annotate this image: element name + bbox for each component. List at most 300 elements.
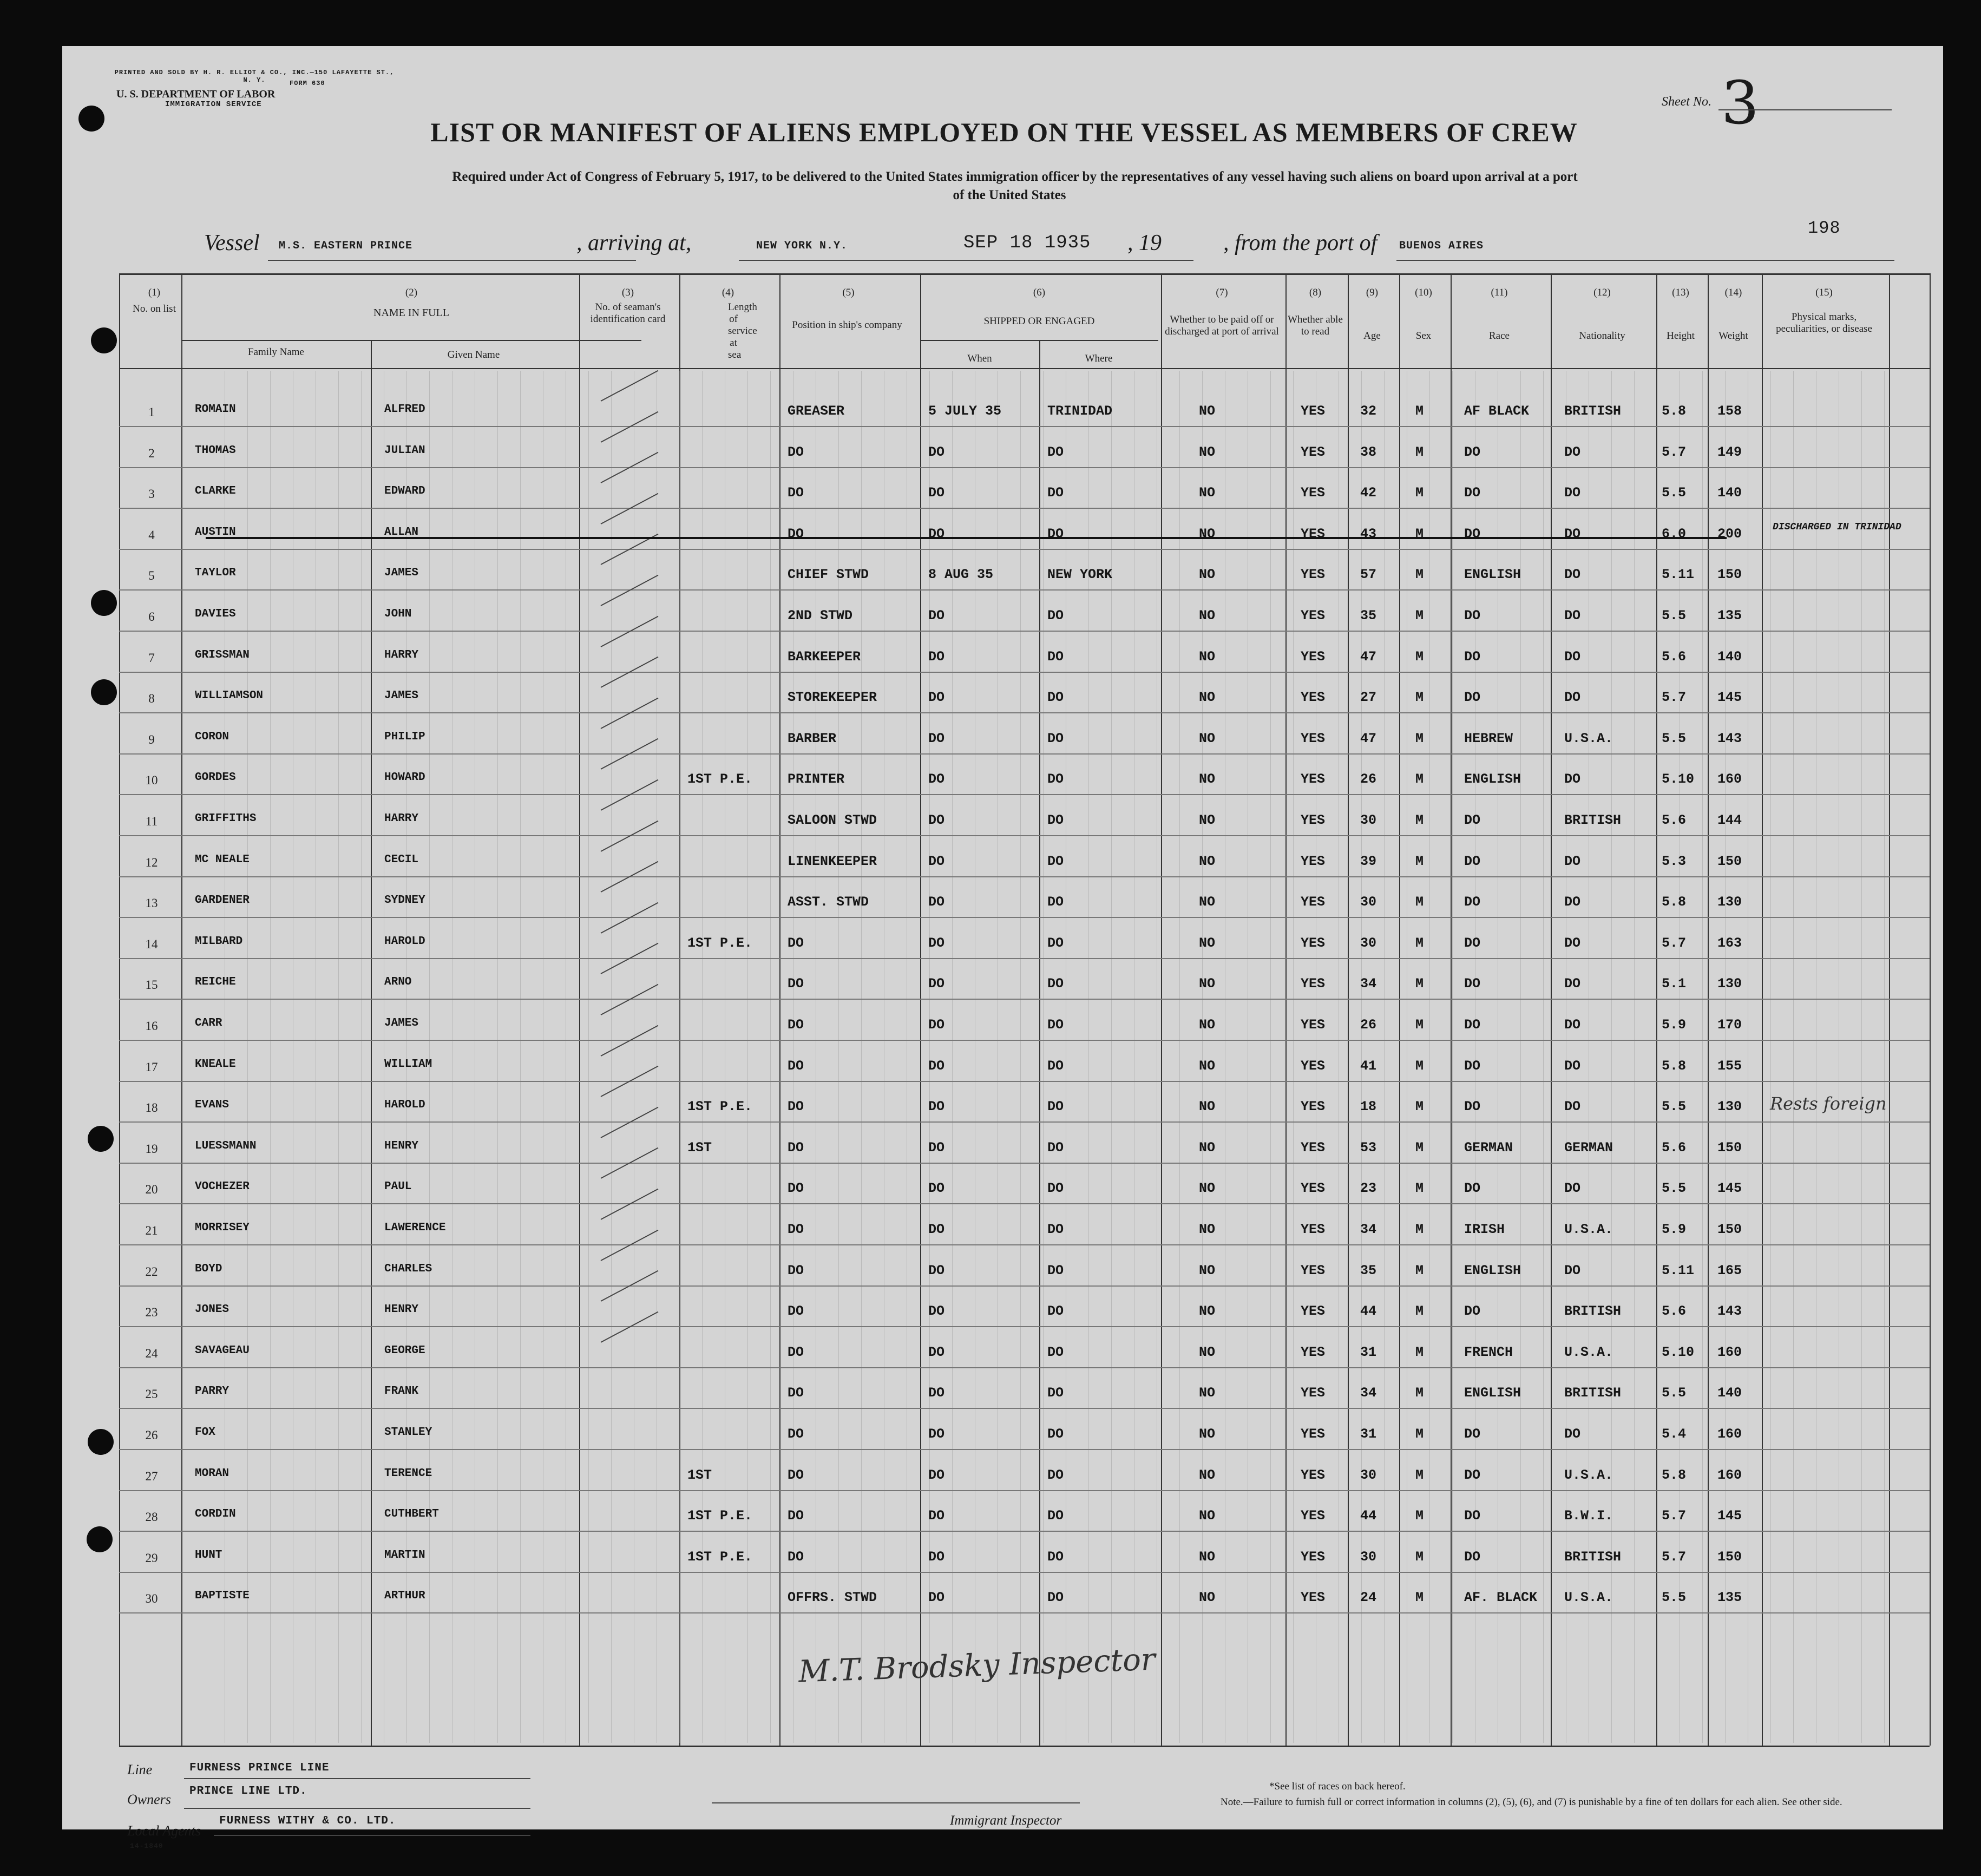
given-name: EDWARD <box>384 485 425 497</box>
shipped-when: DO <box>928 1099 945 1114</box>
weight: 140 <box>1717 1385 1742 1401</box>
given-name: HARRY <box>384 649 419 661</box>
row-divider <box>119 753 1930 755</box>
manifest-sheet <box>62 46 1943 1850</box>
row-divider <box>119 1163 1930 1164</box>
height: 5.4 <box>1662 1426 1687 1442</box>
weight: 140 <box>1717 485 1742 501</box>
height: 5.5 <box>1662 1590 1687 1605</box>
service-length: 1ST P.E. <box>687 1549 753 1565</box>
nationality: DO <box>1564 1017 1581 1033</box>
race: HEBREW <box>1464 731 1513 746</box>
row-divider <box>119 999 1930 1000</box>
row-number: 1 <box>148 405 155 419</box>
able-to-read: YES <box>1301 1426 1326 1442</box>
nationality: DO <box>1564 1180 1581 1196</box>
given-name: CECIL <box>384 854 419 866</box>
shipped-where: DO <box>1047 526 1064 542</box>
punch-hole <box>88 1126 114 1152</box>
shipped-where: DO <box>1047 1303 1064 1319</box>
age: 31 <box>1360 1426 1377 1442</box>
weight: 143 <box>1717 731 1742 746</box>
shipped-when: DO <box>928 731 945 746</box>
paid-off: NO <box>1199 690 1216 705</box>
paid-off: NO <box>1199 1303 1216 1319</box>
row-divider <box>119 1490 1930 1491</box>
given-name: ALLAN <box>384 526 419 539</box>
sex: M <box>1415 1303 1424 1319</box>
weight: 165 <box>1717 1263 1742 1278</box>
family-name: SAVAGEAU <box>195 1344 250 1357</box>
race: ENGLISH <box>1464 1385 1521 1401</box>
weight: 155 <box>1717 1058 1742 1074</box>
paid-off: NO <box>1199 1426 1216 1442</box>
penalty-note: Note.—Failure to furnish full or correct information in columns (2), (5), (6), and (7) is punishable by a fine of ten dollars for each alien. See other side. <box>1221 1796 1842 1808</box>
weight: 150 <box>1717 567 1742 582</box>
check-mark <box>601 370 659 402</box>
family-name: CORON <box>195 731 229 743</box>
shipped-where: DO <box>1047 1058 1064 1074</box>
position: BARKEEPER <box>788 649 861 665</box>
shipped-when: DO <box>928 1467 945 1483</box>
race: DO <box>1464 1508 1481 1524</box>
weight: 140 <box>1717 649 1742 665</box>
nationality: DO <box>1564 526 1581 542</box>
shipped-when: DO <box>928 526 945 542</box>
col-14-header: Weight <box>1718 330 1748 342</box>
paid-off: NO <box>1199 1058 1216 1074</box>
height: 5.8 <box>1662 894 1687 910</box>
position: DO <box>788 1099 804 1114</box>
given-name: ARNO <box>384 976 412 988</box>
weight: 144 <box>1717 812 1742 828</box>
form-code: 14-1840 <box>130 1842 163 1850</box>
height: 5.5 <box>1662 1099 1687 1114</box>
given-name: HAROLD <box>384 1099 425 1111</box>
shipped-when: DO <box>928 1017 945 1033</box>
sex: M <box>1415 649 1424 665</box>
family-name: JONES <box>195 1303 229 1316</box>
nationality: DO <box>1564 894 1581 910</box>
line-value: FURNESS PRINCE LINE <box>189 1762 330 1774</box>
paid-off: NO <box>1199 1222 1216 1237</box>
sex: M <box>1415 1263 1424 1278</box>
row-divider <box>119 917 1930 918</box>
given-name: PAUL <box>384 1180 412 1193</box>
weight: 145 <box>1717 1180 1742 1196</box>
sex: M <box>1415 485 1424 501</box>
col-2-header: NAME IN FULL <box>373 307 449 319</box>
row-number: 14 <box>145 937 158 951</box>
year-label: , 19 <box>1127 231 1162 255</box>
shipped-where: DO <box>1047 894 1064 910</box>
race: ENGLISH <box>1464 1263 1521 1278</box>
able-to-read: YES <box>1301 485 1326 501</box>
nationality: BRITISH <box>1564 812 1622 828</box>
weight: 150 <box>1717 854 1742 869</box>
nationality: BRITISH <box>1564 403 1622 419</box>
race: DO <box>1464 812 1481 828</box>
row-divider <box>119 1531 1930 1532</box>
position: DO <box>788 1467 804 1483</box>
family-name: EVANS <box>195 1099 229 1111</box>
department-label: U. S. DEPARTMENT OF LABOR <box>116 88 275 100</box>
family-name: GORDES <box>195 771 236 784</box>
service-length: 1ST P.E. <box>687 935 753 951</box>
row-divider <box>119 1081 1930 1082</box>
owners-label: Owners <box>127 1792 171 1807</box>
able-to-read: YES <box>1301 608 1326 624</box>
family-name: TAYLOR <box>195 567 236 579</box>
sex: M <box>1415 812 1424 828</box>
nationality: DO <box>1564 854 1581 869</box>
row-number: 18 <box>145 1101 158 1114</box>
given-name: ALFRED <box>384 403 425 416</box>
family-name: MILBARD <box>195 935 243 948</box>
col-2-number: (2) <box>405 287 418 298</box>
shipped-where: DO <box>1047 731 1064 746</box>
punch-hole <box>91 327 117 353</box>
shipped-when: DO <box>928 1508 945 1524</box>
row-divider <box>119 1572 1930 1573</box>
age: 41 <box>1360 1058 1377 1074</box>
age: 24 <box>1360 1590 1377 1605</box>
able-to-read: YES <box>1301 690 1326 705</box>
shipped-when: DO <box>928 1385 945 1401</box>
position: DO <box>788 1426 804 1442</box>
shipped-where: DO <box>1047 771 1064 787</box>
age: 32 <box>1360 403 1377 419</box>
shipped-where: TRINIDAD <box>1047 403 1113 419</box>
shipped-when: DO <box>928 854 945 869</box>
from-port-label: , from the port of <box>1223 231 1377 255</box>
paid-off: NO <box>1199 1099 1216 1114</box>
family-name: ROMAIN <box>195 403 236 416</box>
shipped-when: DO <box>928 894 945 910</box>
position: DO <box>788 1017 804 1033</box>
age: 44 <box>1360 1508 1377 1524</box>
position: DO <box>788 1140 804 1156</box>
shipped-where: DO <box>1047 1549 1064 1565</box>
position: DO <box>788 485 804 501</box>
weight: 143 <box>1717 1303 1742 1319</box>
age: 30 <box>1360 812 1377 828</box>
row-number: 26 <box>145 1428 158 1442</box>
nationality: DO <box>1564 1099 1581 1114</box>
sex: M <box>1415 854 1424 869</box>
able-to-read: YES <box>1301 894 1326 910</box>
shipped-when: DO <box>928 1263 945 1278</box>
row-number: 11 <box>145 815 158 828</box>
given-name: HOWARD <box>384 771 425 784</box>
height: 5.9 <box>1662 1017 1687 1033</box>
col-4-number: (4) <box>721 287 734 298</box>
shipped-when: DO <box>928 1426 945 1442</box>
able-to-read: YES <box>1301 1017 1326 1033</box>
sex: M <box>1415 1099 1424 1114</box>
family-name: FOX <box>195 1426 215 1439</box>
age: 53 <box>1360 1140 1377 1156</box>
nationality: DO <box>1564 485 1581 501</box>
position: STOREKEEPER <box>788 690 877 705</box>
row-divider <box>119 712 1930 713</box>
sex: M <box>1415 771 1424 787</box>
family-name: GARDENER <box>195 894 250 907</box>
race: GERMAN <box>1464 1140 1513 1156</box>
height: 5.6 <box>1662 1140 1687 1156</box>
row-divider <box>119 1244 1930 1245</box>
col-10-number: (10) <box>1415 287 1432 298</box>
age: 57 <box>1360 567 1377 582</box>
paid-off: NO <box>1199 567 1216 582</box>
able-to-read: YES <box>1301 1180 1326 1196</box>
shipped-where: DO <box>1047 1263 1064 1278</box>
race: DO <box>1464 976 1481 992</box>
row-number: 2 <box>148 447 155 460</box>
sex: M <box>1415 1549 1424 1565</box>
row-number: 13 <box>145 896 158 910</box>
row-divider <box>119 1040 1930 1041</box>
age: 47 <box>1360 649 1377 665</box>
given-name: LAWERENCE <box>384 1222 446 1234</box>
row-divider <box>119 1612 1930 1613</box>
row-divider <box>119 958 1930 959</box>
row-number: 27 <box>145 1470 158 1483</box>
shipped-where: DO <box>1047 854 1064 869</box>
weight: 145 <box>1717 690 1742 705</box>
height: 5.5 <box>1662 608 1687 624</box>
weight: 160 <box>1717 1467 1742 1483</box>
age: 26 <box>1360 771 1377 787</box>
col-9-header: Age <box>1363 330 1381 342</box>
sex: M <box>1415 526 1424 542</box>
paid-off: NO <box>1199 1590 1216 1605</box>
height: 5.1 <box>1662 976 1687 992</box>
shipped-where: DO <box>1047 485 1064 501</box>
weight: 149 <box>1717 444 1742 460</box>
able-to-read: YES <box>1301 854 1326 869</box>
age: 39 <box>1360 854 1377 869</box>
able-to-read: YES <box>1301 1467 1326 1483</box>
position: DO <box>788 1303 804 1319</box>
age: 26 <box>1360 1017 1377 1033</box>
shipped-when: DO <box>928 1303 945 1319</box>
paid-off: NO <box>1199 526 1216 542</box>
row-number: 8 <box>148 692 155 705</box>
row-divider <box>119 589 1930 591</box>
weight: 163 <box>1717 935 1742 951</box>
family-name: VOCHEZER <box>195 1180 250 1193</box>
paid-off: NO <box>1199 608 1216 624</box>
able-to-read: YES <box>1301 1263 1326 1278</box>
race: DO <box>1464 649 1481 665</box>
able-to-read: YES <box>1301 1222 1326 1237</box>
nationality: DO <box>1564 608 1581 624</box>
race: DO <box>1464 526 1481 542</box>
weight: 130 <box>1717 976 1742 992</box>
row-number: 9 <box>148 733 155 746</box>
weight: 170 <box>1717 1017 1742 1033</box>
row-divider <box>119 1367 1930 1368</box>
col-6-header: SHIPPED OR ENGAGED <box>983 316 1095 327</box>
col-9-number: (9) <box>1366 287 1379 298</box>
height: 5.6 <box>1662 1303 1687 1319</box>
height: 5.7 <box>1662 1549 1687 1565</box>
nationality: BRITISH <box>1564 1303 1622 1319</box>
shipped-when: DO <box>928 1549 945 1565</box>
shipped-when: DO <box>928 1140 945 1156</box>
height: 5.5 <box>1662 485 1687 501</box>
nationality: DO <box>1564 1426 1581 1442</box>
position: DO <box>788 526 804 542</box>
sex: M <box>1415 444 1424 460</box>
page-number: 198 <box>1808 218 1841 238</box>
able-to-read: YES <box>1301 649 1326 665</box>
shipped-when: DO <box>928 1590 945 1605</box>
weight: 150 <box>1717 1140 1742 1156</box>
row-number: 12 <box>145 856 158 869</box>
shipped-where: DO <box>1047 690 1064 705</box>
age: 34 <box>1360 1385 1377 1401</box>
family-name: THOMAS <box>195 444 236 457</box>
sex: M <box>1415 1508 1424 1524</box>
nationality: DO <box>1564 1263 1581 1278</box>
able-to-read: YES <box>1301 567 1326 582</box>
position: LINENKEEPER <box>788 854 877 869</box>
family-name: WILLIAMSON <box>195 690 264 702</box>
nationality: DO <box>1564 1058 1581 1074</box>
shipped-where: DO <box>1047 1180 1064 1196</box>
nationality: BRITISH <box>1564 1549 1622 1565</box>
nationality: DO <box>1564 935 1581 951</box>
weight: 145 <box>1717 1508 1742 1524</box>
position: CHIEF STWD <box>788 567 869 582</box>
shipped-when: DO <box>928 1344 945 1360</box>
position: DO <box>788 1508 804 1524</box>
family-name: CORDIN <box>195 1508 236 1520</box>
race: DO <box>1464 894 1481 910</box>
weight: 135 <box>1717 608 1742 624</box>
row-divider <box>119 794 1930 795</box>
family-name: CLARKE <box>195 485 236 497</box>
able-to-read: YES <box>1301 526 1326 542</box>
given-name: CHARLES <box>384 1263 432 1275</box>
race: DO <box>1464 854 1481 869</box>
sex: M <box>1415 935 1424 951</box>
shipped-where: DO <box>1047 976 1064 992</box>
race: ENGLISH <box>1464 567 1521 582</box>
col-1-header: No. on list <box>133 303 176 314</box>
arriving-label: , arriving at, <box>576 231 692 255</box>
position: DO <box>788 1344 804 1360</box>
given-name: HENRY <box>384 1303 419 1316</box>
weight: 160 <box>1717 771 1742 787</box>
col-12-number: (12) <box>1593 287 1611 298</box>
position: BARBER <box>788 731 837 746</box>
family-name: REICHE <box>195 976 236 988</box>
age: 31 <box>1360 1344 1377 1360</box>
given-name: JOHN <box>384 608 412 620</box>
sex: M <box>1415 608 1424 624</box>
age: 43 <box>1360 526 1377 542</box>
position: DO <box>788 444 804 460</box>
age: 27 <box>1360 690 1377 705</box>
height: 5.8 <box>1662 1058 1687 1074</box>
paid-off: NO <box>1199 1385 1216 1401</box>
race: FRENCH <box>1464 1344 1513 1360</box>
paid-off: NO <box>1199 1344 1216 1360</box>
family-name: BOYD <box>195 1263 222 1275</box>
position: DO <box>788 1222 804 1237</box>
col-1-number: (1) <box>148 287 161 298</box>
printer-imprint: PRINTED AND SOLD BY H. R. ELLIOT & CO., INC.—150 LAFAYETTE ST., N. Y. <box>114 69 395 84</box>
physical-remarks: Rests foreign <box>1770 1093 1887 1114</box>
sex: M <box>1415 1017 1424 1033</box>
col-2b-header: Given Name <box>447 349 500 360</box>
nationality: U.S.A. <box>1564 1344 1613 1360</box>
paid-off: NO <box>1199 403 1216 419</box>
race: DO <box>1464 608 1481 624</box>
family-name: PARRY <box>195 1385 229 1398</box>
age: 30 <box>1360 894 1377 910</box>
given-name: TERENCE <box>384 1467 432 1480</box>
row-number: 28 <box>145 1510 158 1524</box>
paid-off: NO <box>1199 976 1216 992</box>
paid-off: NO <box>1199 1467 1216 1483</box>
position: DO <box>788 1263 804 1278</box>
shipped-where: DO <box>1047 812 1064 828</box>
age: 23 <box>1360 1180 1377 1196</box>
row-divider <box>119 467 1930 468</box>
given-name: SYDNEY <box>384 894 425 907</box>
family-name: KNEALE <box>195 1058 236 1071</box>
sex: M <box>1415 976 1424 992</box>
row-divider <box>119 1285 1930 1287</box>
weight: 158 <box>1717 403 1742 419</box>
height: 5.7 <box>1662 935 1687 951</box>
punch-hole <box>91 679 117 705</box>
race: DO <box>1464 1099 1481 1114</box>
col-12-header: Nationality <box>1579 330 1625 342</box>
weight: 200 <box>1717 526 1742 542</box>
height: 5.7 <box>1662 444 1687 460</box>
able-to-read: YES <box>1301 444 1326 460</box>
col-3-number: (3) <box>621 287 634 298</box>
weight: 135 <box>1717 1590 1742 1605</box>
paid-off: NO <box>1199 649 1216 665</box>
service-length: 1ST <box>687 1467 712 1483</box>
paid-off: NO <box>1199 812 1216 828</box>
position: DO <box>788 976 804 992</box>
race: DO <box>1464 1467 1481 1483</box>
shipped-where: DO <box>1047 1590 1064 1605</box>
row-divider <box>119 426 1930 427</box>
family-name: DAVIES <box>195 608 236 620</box>
race: DO <box>1464 1058 1481 1074</box>
paid-off: NO <box>1199 935 1216 951</box>
weight: 160 <box>1717 1344 1742 1360</box>
col-13-number: (13) <box>1672 287 1689 298</box>
able-to-read: YES <box>1301 1140 1326 1156</box>
able-to-read: YES <box>1301 731 1326 746</box>
shipped-when: DO <box>928 444 945 460</box>
shipped-when: DO <box>928 649 945 665</box>
height: 5.8 <box>1662 1467 1687 1483</box>
shipped-when: 8 AUG 35 <box>928 567 994 582</box>
paid-off: NO <box>1199 771 1216 787</box>
position: DO <box>788 1385 804 1401</box>
age: 35 <box>1360 608 1377 624</box>
